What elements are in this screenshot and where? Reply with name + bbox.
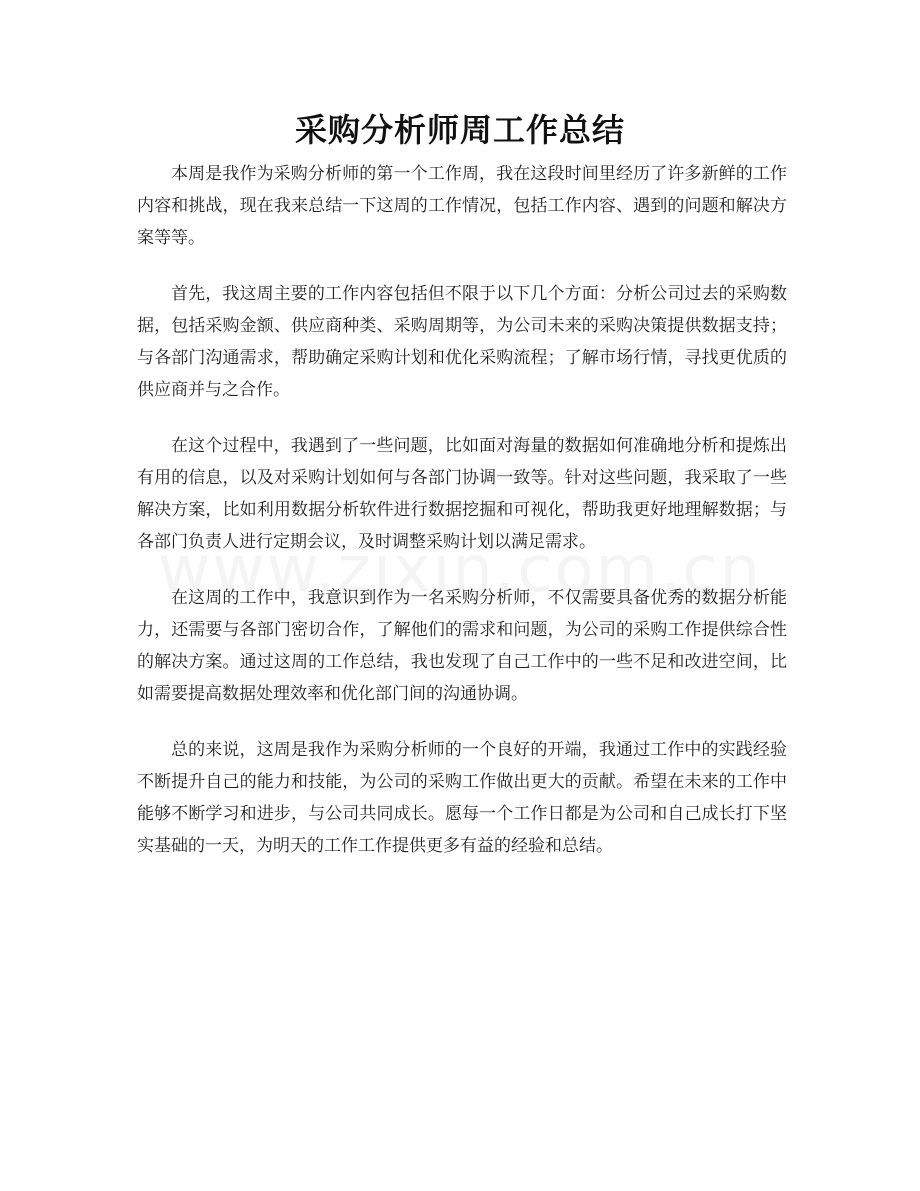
paragraph-intro: 本周是我作为采购分析师的第一个工作周，我在这段时间里经历了许多新鲜的工作内容和挑战，现在我来总结一下这周的工作情况，包括工作内容、遇到的问题和解决方案等等。: [137, 164, 787, 248]
document-title: 采购分析师周工作总结: [294, 111, 625, 149]
paragraph-reflection: 在这周的工作中，我意识到作为一名采购分析师，不仅需要具备优秀的数据分析能力，还需要与各部门密切合作，了解他们的需求和问题，为公司的采购工作提供综合性的解决方案。通过这周的工作总结，我也发现了自己工作中的一些不足和改进空间，比如需要提高数据处理效率和优化部门间的沟通协调。: [137, 588, 787, 704]
paragraph-conclusion: 总的来说，这周是我作为采购分析师的一个良好的开端，我通过工作中的实践经验不断提升自己的能力和技能，为公司的采购工作做出更大的贡献。希望在未来的工作中能够不断学习和进步，与公司共同成长。愿每一个工作日都是为公司和自己成长打下坚实基础的一天，为明天的工作工作提供更多有益的经验和总结。: [137, 740, 787, 856]
paragraph-problems-solutions: 在这个过程中，我遇到了一些问题，比如面对海量的数据如何准确地分析和提炼出有用的信息，以及对采购计划如何与各部门协调一致等。针对这些问题，我采取了一些解决方案，比如利用数据分析软件进行数据挖掘和可视化，帮助我更好地理解数据；与各部门负责人进行定期会议，及时调整采购计划以满足需求。: [137, 436, 787, 552]
document-body: [137, 158, 787, 886]
paragraph-work-content: 首先，我这周主要的工作内容包括但不限于以下几个方面：分析公司过去的采购数据，包括采购金额、供应商种类、采购周期等，为公司未来的采购决策提供数据支持；与各部门沟通需求，帮助确定采购计划和优化采购流程；了解市场行情，寻找更优质的供应商并与之合作。: [137, 284, 787, 400]
